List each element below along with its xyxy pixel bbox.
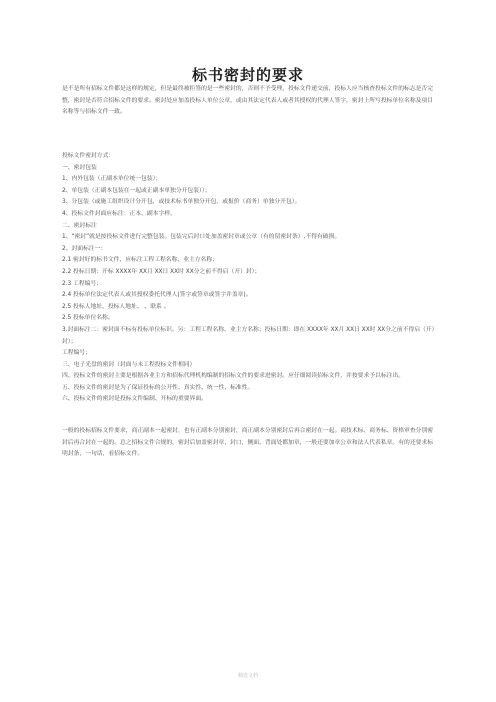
body-line: 2.5 投标单位名称。: [62, 315, 114, 322]
body-line: 3.封面标注二：密封面不标有投标单位标识。另：工程工程名称、业主方名称；投标日期：即在 XXXX年 XX月 XX日 XX时 XX分之前不得启（开）封）；: [62, 326, 435, 345]
section-gap: [62, 416, 436, 426]
body-line: 1、内外包装（正副本单位统一包装）；: [62, 176, 162, 183]
body-section: [62, 151, 436, 461]
page-footer-mark: 精选文档: [237, 673, 258, 679]
closing-paragraph: 一般的投标招标文件要求，商正副本一起密封，也有正副本分别密封，商正副本分别密封后再合密封在一起。商技术标、商务标、资格审查分别密封后再合封在一起的。总之招标文件合规的，密封后加盖密封章，封口，侧面、背面处都加章，一般还要加章公章和法人代表私章。有的还要求标明封条，一句话，看招标文件。: [62, 428, 434, 458]
body-line: 3、分包装（或施工组织设计分开包，或技术标书单独分开包，或报价（商务）单独分开包）。: [62, 199, 301, 206]
section-gap: [62, 406, 436, 416]
body-line: 一、密封包装: [62, 164, 97, 171]
body-line: 二、密封标注: [62, 222, 97, 229]
body-line: 2.2 投标日期：开标 XXXX年 XX月 XX日 XX时 XX分之前不得启（开）封）；: [62, 268, 261, 275]
body-line: 4、投标文件封面应标注：正本、副本字样。: [62, 210, 176, 217]
body-line: 三、电子光盘的密封（封面与未工程投标文件相同）: [62, 361, 196, 368]
intro-paragraph: 是不是所有招标文件都是这样的规定，但是最终被拒签的是一些密封的，否则不予受理，投标文件递交前，投标人应当核查投标文件的标志是否完整，密封是否符合招标文件的要求。密封处应加盖投标人单位公章，或由其法定代表人或者其授权的代理人签字，密封上所写投标单位名称及项目名称等与招标文件一致。: [62, 86, 434, 116]
document-title: 标书密封的要求: [191, 66, 304, 84]
body-line: 2.1 密封好的标书文件，应标注工程工程名称、业主方名称；: [62, 257, 218, 264]
body-line: 1、“密封”就是按投标文件进行完整包装。包装完后封口处加盖密封章或公章（有的留密封条）,不得有破损。: [62, 234, 341, 241]
body-line: 2、单包装（正副本包装在一起或正副本单独分开包装））；: [62, 187, 211, 194]
body-line: 工程编号；: [62, 350, 91, 357]
body-line: 四、投标文件的密封主要是根据各业主方和招标代理机构编制的招标文件的要求进密封。应仔细阅读招标文件，并按要求予以标注出。: [62, 373, 405, 380]
intro-section: [62, 84, 436, 119]
body-line: 2.5 投标人地址、投标人地址、 、联系 。: [62, 303, 170, 310]
body-line: 2.4 投标单位法定代表人或其授权委托代理人(签字或签章或签字并盖章)。: [62, 292, 252, 299]
body-line: 投标文件密封方式：: [62, 153, 115, 159]
body-line: 五、投标文件的密封是为了保证投标的公开性、真实性、统一性、标准性。: [62, 384, 254, 391]
page-header-mark: ·: [247, 16, 249, 22]
body-line: 2.3 工程编号；: [62, 280, 103, 287]
body-line: 2、封面标注一：: [62, 245, 107, 252]
body-line: 六、投标文件的密封是投标文件编制、开标的重要界面。: [62, 396, 207, 403]
